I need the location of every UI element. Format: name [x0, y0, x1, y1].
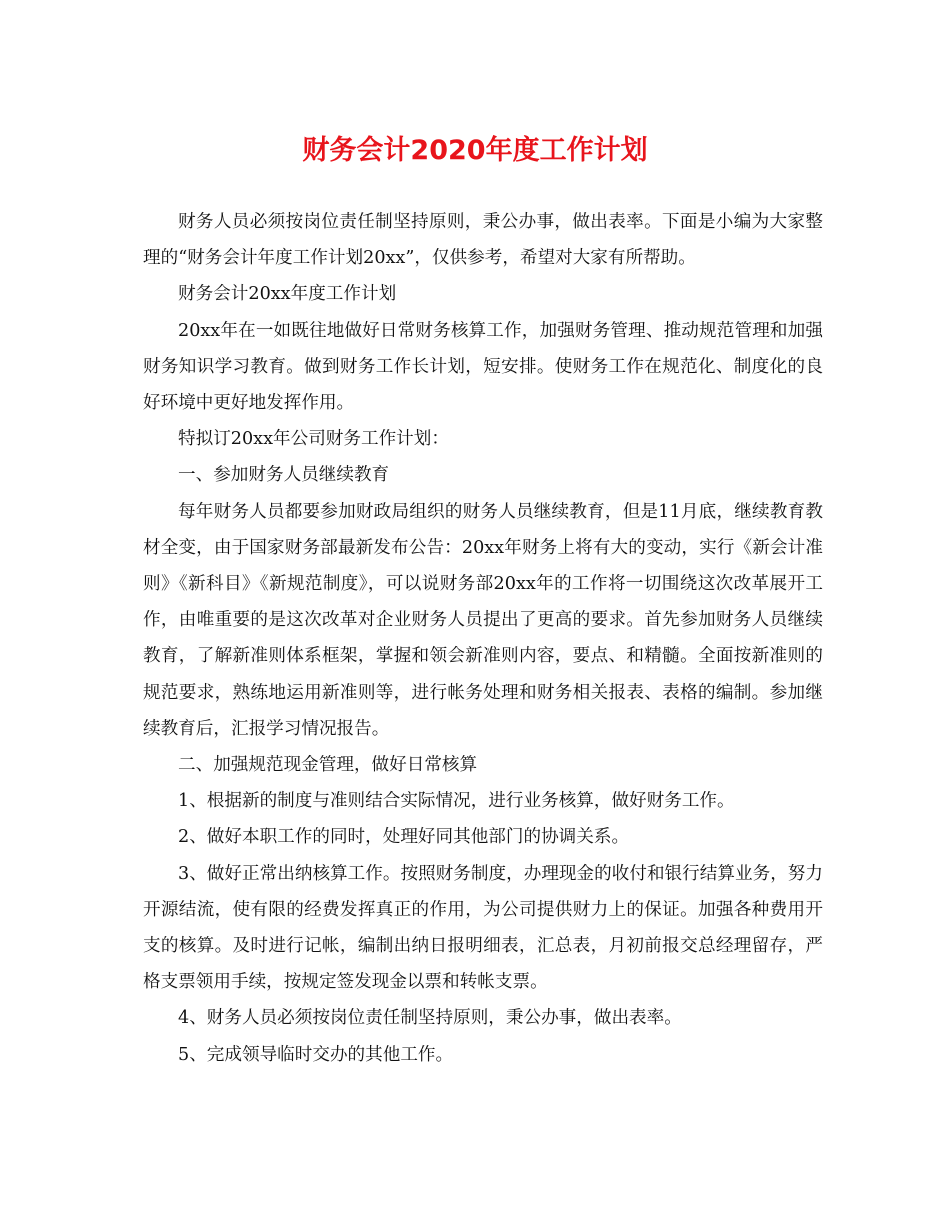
paragraph-overview: 20xx年在一如既往地做好日常财务核算工作，加强财务管理、推动规范管理和加强财务知识学习教育。做到财务工作长计划，短安排。使财务工作在规范化、制度化的良好环境中更好地发挥作用。: [143, 320, 823, 414]
paragraph-intro: 财务人员必须按岗位责任制坚持原则，秉公办事，做出表率。下面是小编为大家整理的“财务会计年度工作计划20xx”，仅供参考，希望对大家有所帮助。: [143, 212, 823, 269]
paragraph-subtitle: 财务会计20xx年度工作计划: [178, 284, 397, 305]
document-body: [143, 204, 823, 1073]
list-item-2: 2、做好本职工作的同时，处理好同其他部门的协调关系。: [178, 827, 630, 848]
list-item-3: 3、做好正常出纳核算工作。按照财务制度，办理现金的收付和银行结算业务，努力开源结流，使有限的经费发挥真正的作用，为公司提供财力上的保证。加强各种费用开支的核算。及时进行记帐，编制出纳日报明细表，汇总表，月初前报交总经理留存，严格支票领用手续，按规定签发现金以票和转帐支票。: [143, 863, 823, 993]
paragraph-plan-intro: 特拟订20xx年公司财务工作计划：: [178, 429, 449, 450]
list-item-5: 5、完成领导临时交办的其他工作。: [178, 1044, 454, 1065]
document-title: 财务会计2020年度工作计划: [302, 135, 648, 166]
list-item-1: 1、根据新的制度与准则结合实际情况，进行业务核算，做好财务工作。: [178, 791, 735, 812]
section-heading-cash-management: 二、加强规范现金管理，做好日常核算: [178, 755, 478, 776]
paragraph-education: 每年财务人员都要参加财政局组织的财务人员继续教育，但是11月底，继续教育教材全变，由于国家财务部最新发布公告：20xx年财务上将有大的变动，实行《新会计准则》《新科目》《新规范制度》，可以说财务部20xx年的工作将一切围绕这次改革展开工作，由唯重要的是这次改革对企业财务人员提出了更高的要求。首先参加财务人员继续教育，了解新准则体系框架，掌握和领会新准则内容，要点、和精髓。全面按新准则的规范要求，熟练地运用新准则等，进行帐务处理和财务相关报表、表格的编制。参加继续教育后，汇报学习情况报告。: [143, 501, 823, 739]
section-heading-education: 一、参加财务人员继续教育: [178, 465, 390, 486]
list-item-4: 4、财务人员必须按岗位责任制坚持原则，秉公办事，做出表率。: [178, 1008, 682, 1029]
